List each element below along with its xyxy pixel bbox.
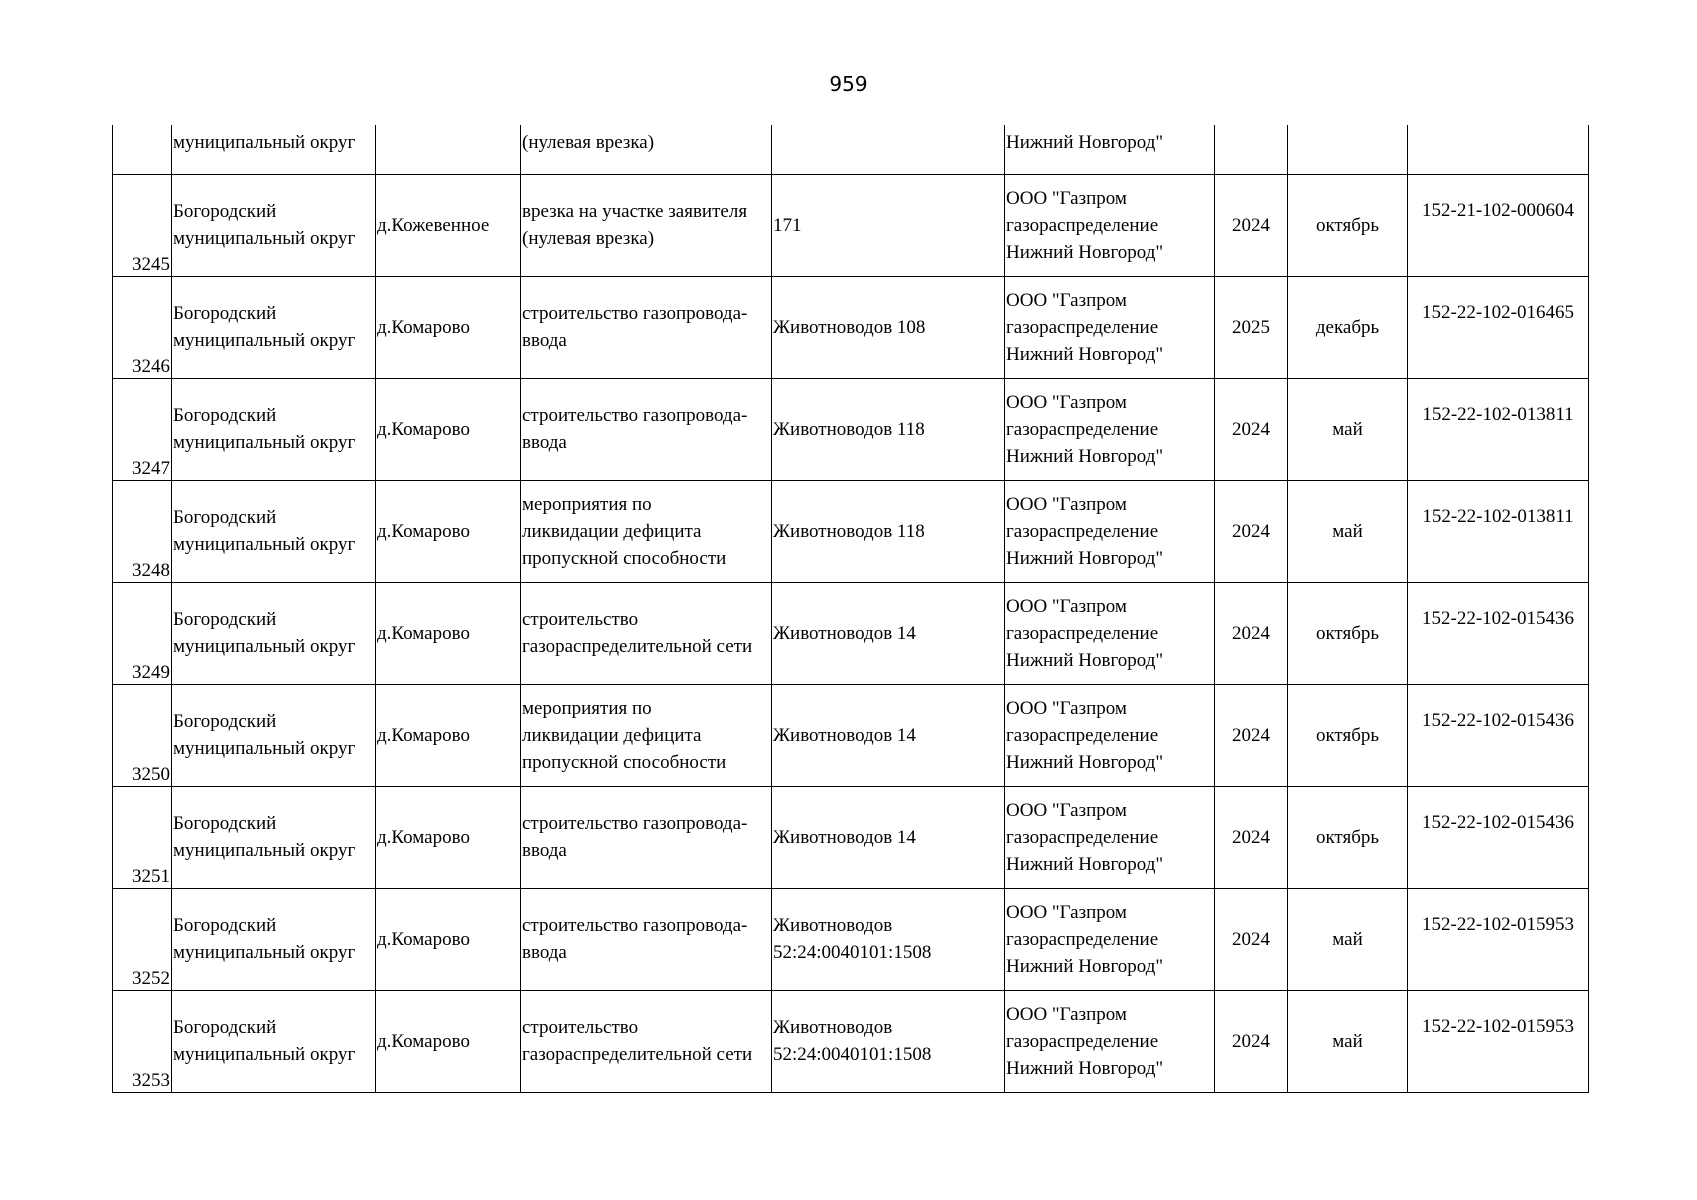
cell-address-line: 171 [773, 214, 802, 236]
cell-address [772, 125, 1005, 174]
cell-address-line: 52:24:0040101:1508 [773, 942, 932, 963]
cell-month: октябрь [1288, 684, 1408, 786]
cell-year: 2024 [1215, 990, 1288, 1092]
table-row [113, 990, 1589, 1092]
cell-work-type-line: пропускной способности [522, 547, 727, 569]
cell-operator-line: газораспределение [1006, 418, 1159, 440]
cell-work-type [521, 480, 772, 582]
cell-operator [1005, 174, 1215, 276]
cell-address-line: Животноводов 108 [773, 316, 926, 338]
cell-district-line: муниципальный округ [173, 636, 356, 657]
cell-locality [376, 125, 521, 174]
cell-operator-line: газораспределение [1006, 316, 1159, 338]
cell-operator-line: ООО "Газпром [1006, 697, 1127, 719]
cell-locality: д.Комарово [376, 684, 521, 786]
cell-num: 3247 [113, 378, 172, 480]
cell-operator-line: ООО "Газпром [1006, 901, 1127, 923]
cell-district [172, 480, 376, 582]
cell-district-line: муниципальный округ [173, 840, 356, 861]
cell-district-line: муниципальный округ [173, 228, 356, 249]
cell-operator [1005, 582, 1215, 684]
cell-num: 3252 [113, 888, 172, 990]
cell-num: 3245 [113, 174, 172, 276]
page-number: 959 [829, 72, 868, 96]
cell-district-line: муниципальный округ [173, 330, 356, 351]
cell-operator [1005, 276, 1215, 378]
cell-operator-line: Нижний Новгород" [1006, 343, 1164, 365]
cell-year: 2024 [1215, 174, 1288, 276]
cell-district [172, 276, 376, 378]
cell-month: май [1288, 480, 1408, 582]
cell-district-line: муниципальный округ [173, 432, 356, 453]
table-row [113, 786, 1589, 888]
cell-district-line: муниципальный округ [173, 738, 356, 759]
cell-operator-line: ООО "Газпром [1006, 595, 1127, 617]
table-row [113, 480, 1589, 582]
cell-operator-line: газораспределение [1006, 520, 1159, 542]
cell-year: 2024 [1215, 888, 1288, 990]
cell-locality: д.Комарово [376, 378, 521, 480]
cell-work-type-line: строительство газопровода- [522, 813, 748, 834]
cell-id: 152-22-102-013811 [1408, 480, 1589, 582]
cell-operator: Нижний Новгород" [1005, 125, 1215, 174]
cell-month: май [1288, 378, 1408, 480]
cell-work-type-line: врезка на участке заявителя [522, 201, 748, 222]
cell-num [113, 125, 172, 174]
cell-work-type-line: строительство газопровода- [522, 303, 748, 324]
cell-year: 2024 [1215, 480, 1288, 582]
gasification-registry-table [112, 125, 1589, 1093]
cell-month [1288, 125, 1408, 174]
cell-address [772, 888, 1005, 990]
cell-work-type-line: ликвидации дефицита [522, 520, 702, 542]
cell-id: 152-22-102-015953 [1408, 990, 1589, 1092]
cell-address [772, 786, 1005, 888]
cell-operator-line: ООО "Газпром [1006, 799, 1127, 821]
cell-locality: д.Комарово [376, 888, 521, 990]
cell-address [772, 378, 1005, 480]
cell-district-line: Богородский [173, 609, 277, 630]
cell-operator [1005, 378, 1215, 480]
cell-year [1215, 125, 1288, 174]
cell-id: 152-22-102-015436 [1408, 786, 1589, 888]
cell-work-type-line: ввода [522, 432, 567, 453]
cell-operator [1005, 990, 1215, 1092]
cell-month: май [1288, 888, 1408, 990]
cell-num: 3246 [113, 276, 172, 378]
cell-locality: д.Комарово [376, 786, 521, 888]
cell-num: 3250 [113, 684, 172, 786]
cell-id: 152-22-102-013811 [1408, 378, 1589, 480]
cell-address-line: Животноводов 14 [773, 724, 916, 746]
cell-address-line: Животноводов [773, 1017, 893, 1038]
cell-work-type-line: строительство [522, 1017, 639, 1038]
cell-operator-line: ООО "Газпром [1006, 187, 1127, 209]
cell-district-line: Богородский [173, 201, 277, 222]
continuation-row [113, 125, 1589, 174]
cell-month: декабрь [1288, 276, 1408, 378]
cell-year: 2025 [1215, 276, 1288, 378]
cell-address [772, 276, 1005, 378]
table-row [113, 276, 1589, 378]
cell-month: октябрь [1288, 582, 1408, 684]
cell-month: октябрь [1288, 786, 1408, 888]
cell-operator-line: Нижний Новгород" [1006, 853, 1164, 875]
cell-locality: д.Комарово [376, 582, 521, 684]
table-row [113, 582, 1589, 684]
cell-address [772, 990, 1005, 1092]
cell-num: 3249 [113, 582, 172, 684]
cell-address-line: Животноводов [773, 915, 893, 936]
cell-year: 2024 [1215, 582, 1288, 684]
cell-id [1408, 125, 1589, 174]
cell-operator-line: газораспределение [1006, 1030, 1159, 1052]
cell-operator-line: Нижний Новгород" [1006, 241, 1164, 263]
cell-district-line: Богородский [173, 303, 277, 324]
cell-address [772, 582, 1005, 684]
cell-id: 152-22-102-016465 [1408, 276, 1589, 378]
cell-year: 2024 [1215, 378, 1288, 480]
cell-address-line: Животноводов 14 [773, 622, 916, 644]
cell-operator [1005, 786, 1215, 888]
cell-num: 3251 [113, 786, 172, 888]
cell-district [172, 378, 376, 480]
cell-district-line: Богородский [173, 1017, 277, 1038]
cell-work-type-line: ликвидации дефицита [522, 724, 702, 746]
cell-operator-line: Нижний Новгород" [1006, 1057, 1164, 1079]
cell-address-line: Животноводов 118 [773, 418, 925, 440]
cell-operator-line: Нижний Новгород" [1006, 445, 1164, 467]
cell-operator-line: ООО "Газпром [1006, 391, 1127, 413]
cell-operator-line: Нижний Новгород" [1006, 547, 1164, 569]
cell-id: 152-22-102-015436 [1408, 684, 1589, 786]
cell-work-type: (нулевая врезка) [521, 125, 772, 174]
cell-work-type-line: ввода [522, 330, 567, 351]
cell-work-type-line: газораспределительной сети [522, 1044, 753, 1065]
cell-address-line: Животноводов 118 [773, 520, 925, 542]
cell-operator-line: газораспределение [1006, 724, 1159, 746]
cell-district [172, 888, 376, 990]
cell-work-type-line: мероприятия по [522, 697, 652, 719]
cell-address [772, 174, 1005, 276]
cell-operator-line: Нижний Новгород" [1006, 955, 1164, 977]
cell-work-type-line: ввода [522, 942, 567, 963]
cell-work-type [521, 276, 772, 378]
cell-district [172, 684, 376, 786]
cell-operator-line: газораспределение [1006, 214, 1159, 236]
cell-id: 152-22-102-015436 [1408, 582, 1589, 684]
cell-address-line: 52:24:0040101:1508 [773, 1044, 932, 1065]
cell-work-type-line: строительство [522, 609, 639, 630]
cell-id: 152-22-102-015953 [1408, 888, 1589, 990]
cell-district-line: Богородский [173, 507, 277, 528]
cell-work-type [521, 582, 772, 684]
cell-operator-line: ООО "Газпром [1006, 289, 1127, 311]
cell-work-type-line: пропускной способности [522, 751, 727, 773]
cell-address [772, 684, 1005, 786]
cell-operator-line: газораспределение [1006, 928, 1159, 950]
cell-district-line: Богородский [173, 915, 277, 936]
cell-work-type [521, 990, 772, 1092]
cell-work-type [521, 378, 772, 480]
table-body [113, 125, 1589, 1092]
cell-month: октябрь [1288, 174, 1408, 276]
cell-district: муниципальный округ [172, 125, 376, 174]
cell-work-type [521, 786, 772, 888]
cell-operator [1005, 480, 1215, 582]
cell-district-line: муниципальный округ [173, 942, 356, 963]
cell-district [172, 582, 376, 684]
cell-district [172, 786, 376, 888]
cell-year: 2024 [1215, 786, 1288, 888]
cell-district [172, 990, 376, 1092]
cell-work-type [521, 888, 772, 990]
cell-operator-line: ООО "Газпром [1006, 493, 1127, 515]
cell-work-type-line: ввода [522, 840, 567, 861]
cell-work-type-line: строительство газопровода- [522, 915, 748, 936]
cell-operator [1005, 888, 1215, 990]
cell-district-line: Богородский [173, 813, 277, 834]
cell-num: 3248 [113, 480, 172, 582]
cell-district [172, 174, 376, 276]
cell-work-type-line: (нулевая врезка) [522, 228, 655, 249]
cell-work-type-line: строительство газопровода- [522, 405, 748, 426]
table-row [113, 378, 1589, 480]
cell-work-type [521, 174, 772, 276]
cell-locality: д.Комарово [376, 276, 521, 378]
table-row [113, 684, 1589, 786]
cell-district-line: Богородский [173, 405, 277, 426]
cell-year: 2024 [1215, 684, 1288, 786]
cell-work-type [521, 684, 772, 786]
cell-work-type-line: мероприятия по [522, 493, 652, 515]
cell-operator-line: газораспределение [1006, 826, 1159, 848]
cell-operator-line: Нижний Новгород" [1006, 751, 1164, 773]
cell-address-line: Животноводов 14 [773, 826, 916, 848]
table-row [113, 174, 1589, 276]
cell-district-line: муниципальный округ [173, 534, 356, 555]
cell-district-line: Богородский [173, 711, 277, 732]
cell-operator-line: ООО "Газпром [1006, 1003, 1127, 1025]
table-row [113, 888, 1589, 990]
cell-operator-line: газораспределение [1006, 622, 1159, 644]
cell-district-line: муниципальный округ [173, 1044, 356, 1065]
cell-operator-line: Нижний Новгород" [1006, 649, 1164, 671]
cell-locality: д.Кожевенное [376, 174, 521, 276]
cell-work-type-line: газораспределительной сети [522, 636, 753, 657]
cell-locality: д.Комарово [376, 480, 521, 582]
cell-id: 152-21-102-000604 [1408, 174, 1589, 276]
cell-address [772, 480, 1005, 582]
cell-num: 3253 [113, 990, 172, 1092]
cell-month: май [1288, 990, 1408, 1092]
cell-operator [1005, 684, 1215, 786]
cell-locality: д.Комарово [376, 990, 521, 1092]
